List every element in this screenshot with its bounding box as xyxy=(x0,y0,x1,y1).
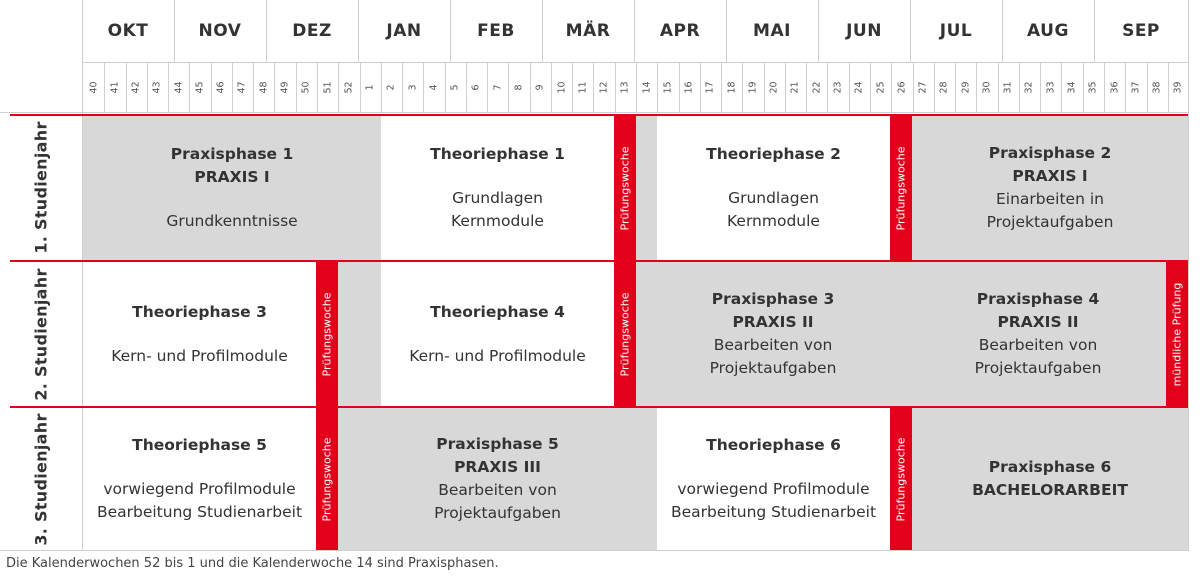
week-divider xyxy=(913,62,914,112)
month-aug: AUG xyxy=(1027,21,1069,41)
week-divider xyxy=(274,62,275,112)
week-divider xyxy=(232,62,233,112)
bottom-border xyxy=(0,550,1189,551)
week-number: 15 xyxy=(662,80,674,94)
week-divider xyxy=(147,62,148,112)
week-number: 37 xyxy=(1130,80,1142,94)
week-number: 50 xyxy=(300,80,312,94)
week-number: 6 xyxy=(470,83,482,91)
phase-praxis-5: Praxisphase 5 PRAXIS III Bearbeiten von Projektaufgaben xyxy=(338,408,657,550)
week-divider xyxy=(551,62,552,112)
week-number: 21 xyxy=(790,80,802,94)
week-divider xyxy=(1019,62,1020,112)
week-number: 3 xyxy=(407,83,419,91)
week-divider xyxy=(466,62,467,112)
week-number: 17 xyxy=(704,80,716,94)
week-divider xyxy=(360,62,361,112)
year-3-label: 3. Studienjahr xyxy=(31,412,51,546)
week-number: 48 xyxy=(258,80,270,94)
week-number: 47 xyxy=(237,80,248,94)
month-mai: MAI xyxy=(753,21,791,41)
footnote: Die Kalenderwochen 52 bis 1 und die Kalenderwoche 14 sind Praxisphasen. xyxy=(6,556,499,571)
week-divider xyxy=(423,62,424,112)
week-number: 9 xyxy=(534,83,546,91)
phase-theorie-6: Theoriephase 6 vorwiegend Profilmodule Bearbeitung Studienarbeit xyxy=(657,408,890,550)
exam-week-bar-y3-dec: Prüfungswoche xyxy=(316,408,338,550)
week-divider xyxy=(1125,62,1126,112)
week-number: 23 xyxy=(832,80,844,94)
week-number: 34 xyxy=(1066,80,1078,94)
week-number: 1 xyxy=(364,83,376,91)
week-divider xyxy=(785,62,786,112)
exam-week-bar-y1-mar: Prüfungswoche xyxy=(614,116,636,260)
week-divider xyxy=(168,62,169,112)
header-bottom-line xyxy=(0,112,1188,113)
month-divider xyxy=(1002,0,1003,62)
week-divider xyxy=(317,62,318,112)
month-jun: JUN xyxy=(846,21,882,41)
week-divider xyxy=(253,62,254,112)
week-number: 10 xyxy=(556,80,568,94)
phase-praxis-3: Praxisphase 3 PRAXIS II Bearbeiten von Projektaufgaben xyxy=(636,262,910,406)
week-divider xyxy=(1083,62,1084,112)
month-jul: JUL xyxy=(939,21,973,41)
week-divider xyxy=(126,62,127,112)
month-divider xyxy=(726,0,727,62)
week-divider xyxy=(487,62,488,112)
year-1-label: 1. Studienjahr xyxy=(31,120,51,254)
month-divider xyxy=(266,0,267,62)
year-separator-top xyxy=(10,114,1188,116)
month-divider xyxy=(634,0,635,62)
week-number: 12 xyxy=(598,80,610,94)
month-divider xyxy=(358,0,359,62)
year-2-label: 2. Studienjahr xyxy=(31,267,51,401)
week-divider xyxy=(530,62,531,112)
week-divider xyxy=(976,62,977,112)
week-number: 32 xyxy=(1024,80,1035,94)
week-divider xyxy=(700,62,701,112)
week-divider xyxy=(338,62,339,112)
week-number: 22 xyxy=(811,80,823,94)
phase-theorie-1: Theoriephase 1 Grundlagen Kernmodule xyxy=(381,116,614,260)
week-divider xyxy=(402,62,403,112)
week-number: 14 xyxy=(641,80,653,94)
week-divider xyxy=(742,62,743,112)
week-number: 2 xyxy=(385,83,397,91)
week-divider xyxy=(764,62,765,112)
week-number: 26 xyxy=(896,80,908,94)
phase-theorie-3: Theoriephase 3 Kern- und Profilmodule xyxy=(83,262,316,406)
week-number: 31 xyxy=(1002,80,1014,94)
week-number: 16 xyxy=(683,80,695,94)
week-divider xyxy=(104,62,105,112)
month-divider xyxy=(174,0,175,62)
week-number: 13 xyxy=(619,80,631,94)
phase-theorie-5: Theoriephase 5 vorwiegend Profilmodule Bearbeitung Studienarbeit xyxy=(83,408,316,550)
week-divider xyxy=(381,62,382,112)
phase-praxis-1: Praxisphase 1 PRAXIS I Grundkenntnisse xyxy=(83,116,381,260)
phase-week-14-praxis xyxy=(636,116,657,260)
phase-theorie-4: Theoriephase 4 Kern- und Profilmodule xyxy=(381,262,614,406)
week-divider xyxy=(679,62,680,112)
week-divider xyxy=(508,62,509,112)
week-number: 29 xyxy=(960,80,972,94)
week-divider xyxy=(955,62,956,112)
week-number: 30 xyxy=(981,80,993,94)
week-number: 33 xyxy=(1045,80,1057,94)
week-divider xyxy=(657,62,658,112)
week-number: 28 xyxy=(938,80,950,94)
week-number: 7 xyxy=(492,83,504,91)
month-divider xyxy=(818,0,819,62)
phase-winter-break-praxis xyxy=(338,262,381,406)
month-maer: MÄR xyxy=(565,21,611,41)
year-separator-1-2 xyxy=(10,260,1188,262)
week-divider xyxy=(445,62,446,112)
week-divider xyxy=(189,62,190,112)
week-number: 51 xyxy=(322,80,334,94)
week-divider xyxy=(1147,62,1148,112)
month-nov: NOV xyxy=(198,21,242,41)
month-jan: JAN xyxy=(386,21,422,41)
month-feb: FEB xyxy=(477,21,515,41)
week-divider xyxy=(615,62,616,112)
phase-theorie-2: Theoriephase 2 Grundlagen Kernmodule xyxy=(657,116,890,260)
exam-week-bar-y3-jun: Prüfungswoche xyxy=(890,408,912,550)
week-divider xyxy=(572,62,573,112)
week-divider xyxy=(998,62,999,112)
week-number: 40 xyxy=(88,80,100,94)
week-divider xyxy=(593,62,594,112)
week-number: 8 xyxy=(513,83,525,91)
week-divider xyxy=(211,62,212,112)
week-number: 36 xyxy=(1109,80,1121,94)
exam-week-bar-y2-dec: Prüfungswoche xyxy=(316,262,338,406)
month-divider xyxy=(910,0,911,62)
week-divider xyxy=(1061,62,1062,112)
week-divider xyxy=(1168,62,1169,112)
week-number: 5 xyxy=(449,83,461,91)
week-number: 45 xyxy=(194,80,206,94)
week-divider xyxy=(636,62,637,112)
week-number: 27 xyxy=(917,80,929,94)
week-number: 52 xyxy=(343,80,355,94)
week-number: 35 xyxy=(1087,80,1099,94)
phase-praxis-6: Praxisphase 6 BACHELORARBEIT xyxy=(912,408,1188,550)
week-divider xyxy=(870,62,871,112)
week-divider xyxy=(827,62,828,112)
week-number: 18 xyxy=(726,80,738,94)
week-divider xyxy=(721,62,722,112)
week-number: 38 xyxy=(1151,80,1163,94)
week-number: 49 xyxy=(279,80,291,94)
exam-week-bar-y1-jun: Prüfungswoche xyxy=(890,116,912,260)
week-number: 20 xyxy=(768,80,780,94)
week-number: 46 xyxy=(215,80,227,94)
month-apr: APR xyxy=(659,21,701,41)
week-divider xyxy=(849,62,850,112)
week-divider xyxy=(934,62,935,112)
phase-praxis-2: Praxisphase 2 PRAXIS I Einarbeiten in Projektaufgaben xyxy=(912,116,1188,260)
week-number: 39 xyxy=(1172,80,1184,94)
month-divider xyxy=(1094,0,1095,62)
oral-exam-bar-y2: mündliche Prüfung xyxy=(1166,262,1188,406)
week-number: 24 xyxy=(853,80,865,94)
month-divider xyxy=(542,0,543,62)
week-number: 19 xyxy=(747,80,759,94)
year-separator-2-3 xyxy=(10,406,1188,408)
month-okt: OKT xyxy=(107,21,149,41)
exam-week-bar-y2-mar: Prüfungswoche xyxy=(614,262,636,406)
week-number: 4 xyxy=(428,83,440,91)
week-number: 42 xyxy=(130,80,142,94)
week-number: 44 xyxy=(173,80,185,94)
phase-praxis-4: Praxisphase 4 PRAXIS II Bearbeiten von Projektaufgaben xyxy=(910,262,1166,406)
week-number: 11 xyxy=(577,80,589,94)
week-divider xyxy=(296,62,297,112)
week-number: 43 xyxy=(151,80,163,94)
month-dez: DEZ xyxy=(292,21,332,41)
week-number: 25 xyxy=(875,80,887,94)
week-number: 41 xyxy=(109,80,121,94)
week-divider xyxy=(1104,62,1105,112)
week-divider xyxy=(806,62,807,112)
month-divider xyxy=(450,0,451,62)
week-divider xyxy=(1040,62,1041,112)
week-divider xyxy=(891,62,892,112)
month-sep: SEP xyxy=(1122,21,1160,41)
